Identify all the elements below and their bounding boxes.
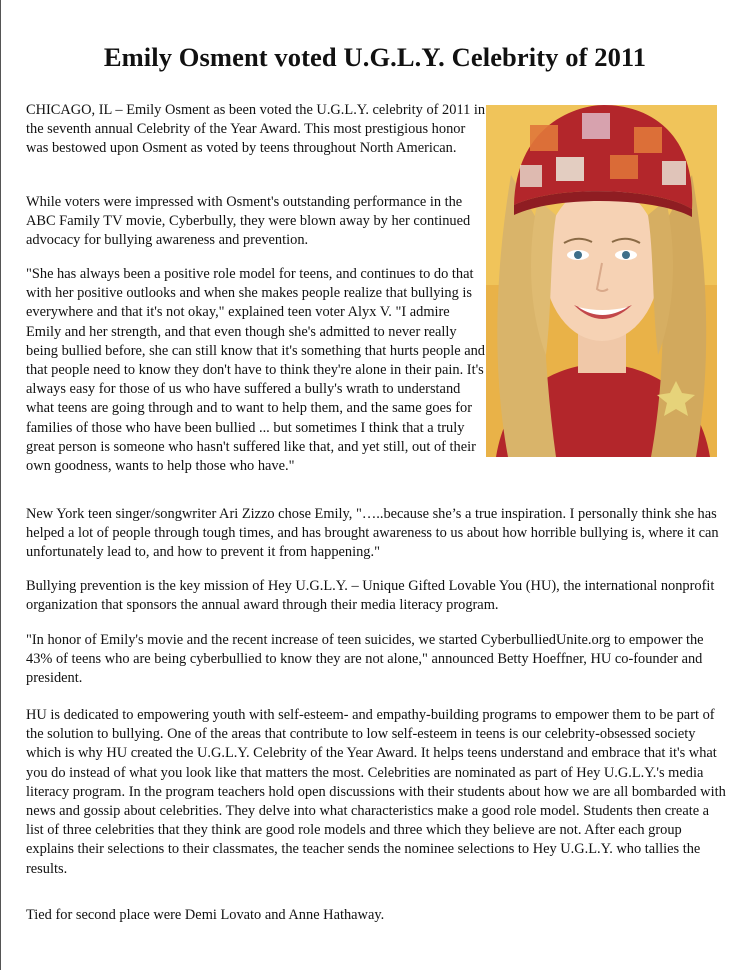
paragraph-second-place: Tied for second place were Demi Lovato and Anne Hathaway. [26, 907, 385, 923]
paragraph-intro: CHICAGO, IL – Emily Osment as been voted the U.G.L.Y. celebrity of 2011 in the seventh annual Celebrity of the Year Award. This most prestigious honor was bestowed upon Osment as voted by teens throughout North American. [26, 102, 486, 157]
page-edge-line [0, 0, 1, 970]
article-title: Emily Osment voted U.G.L.Y. Celebrity of 2011 [103, 42, 647, 72]
paragraph-betty-quote: "In honor of Emily's movie and the recent increase of teen suicides, we started CyberbulliedUnite.org to empower the 43% of teens who are being cyberbullied to know they are not alone," announced Betty Hoeffner, HU co-founder and president. [26, 632, 704, 687]
celebrity-photo [486, 105, 717, 457]
paragraph-alyx-quote: "She has always been a positive role model for teens, and continues to do that with her positive outlooks and when she makes people realize that bullying is everywhere and that it's not okay," explained teen voter Alyx V. "I admire Emily and her strength, and that even though she's admitted to never really being bullied before, she can still know that it's something that hurts people and that people need to know they don't have to think they're alone in their pain. It's always easy for those of us who have suffered a bully's wrath to understand what teens are going through and to want to help them, and the same goes for families of those who have been bullied ... but sometimes I think that a truly great person is someone who hasn't suffered like that, and yet still, out of their own goodness, wants to help those who have." [26, 266, 486, 475]
paragraph-mission: Bullying prevention is the key mission of Hey U.G.L.Y. – Unique Gifted Lovable You (HU), the international nonprofit organization that sponsors the annual award through their media literacy program. [26, 578, 715, 614]
paragraph-voters: While voters were impressed with Osment's outstanding performance in the ABC Family TV movie, Cyberbully, they were blown away by her continued advocacy for bullying awareness and prevention. [26, 194, 471, 249]
paragraph-hu-programs: HU is dedicated to empowering youth with self-esteem- and empathy-building programs to empower them to be part of the solution to bullying. One of the areas that contribute to low self-esteem in teens is our celebrity-obsessed society which is why HU created the U.G.L.Y. Celebrity of the Year Award. It helps teens understand and embrace that it's what you do instead of what you look like that matters the most. Celebrities are nominated as part of Hey U.G.L.Y.'s media literacy program. In the program teachers hold open discussions with their students about how we are all bombarded with news and gossip about celebrities. They delve into what characteristics make a good role model. Students then create a list of three celebrities that they think are good role models and three which they believe are not. After each group explains their selections to their classmates, the teacher sends the nominee selections to Hey U.G.L.Y. who tallies the results. [26, 707, 726, 877]
paragraph-ari-quote: New York teen singer/songwriter Ari Zizzo chose Emily, "…..because she’s a true inspiration. I personally think she has helped a lot of people through tough times, and has brought awareness to us about how horrible bullying is, where it can unfortunately lead to, and how to prevent it from happening." [26, 506, 719, 561]
